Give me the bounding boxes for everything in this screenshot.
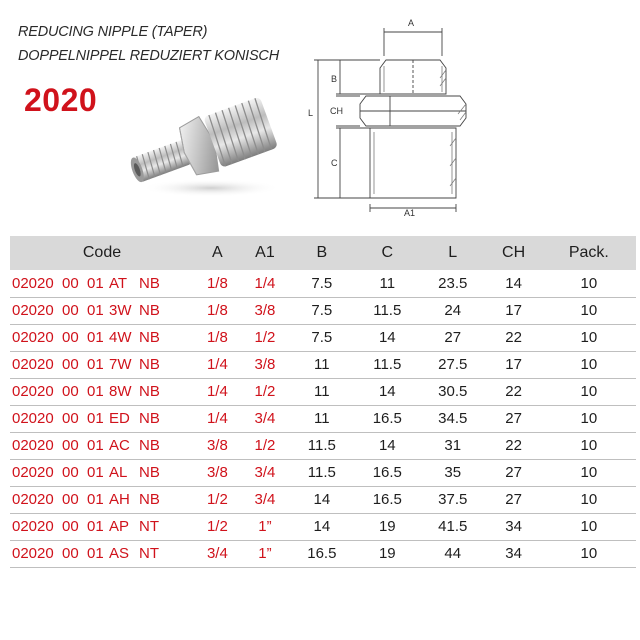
cell-a: 1/2: [206, 518, 228, 535]
cell-ch: 22: [505, 437, 522, 454]
code-part: 02020: [12, 464, 54, 481]
cell-a: 1/8: [206, 302, 228, 319]
cell-c: 14: [378, 383, 396, 400]
cell-c: 16.5: [372, 410, 402, 427]
cell-b: 11.5: [307, 437, 336, 454]
cell-b: 16.5: [307, 545, 337, 562]
dim-label-a1: A1: [404, 208, 416, 218]
table-row: [10, 540, 636, 567]
cell-ch: 14: [505, 274, 522, 292]
table-row: [10, 405, 636, 432]
cell-pack: 10: [580, 302, 598, 319]
cell-code: [10, 513, 194, 540]
code-part: 02020: [12, 410, 54, 427]
cell-code: [10, 540, 194, 567]
code-part: NB: [139, 491, 160, 508]
code-part: 7W: [109, 356, 132, 373]
cell-ch: 22: [505, 383, 522, 400]
cell-code: [10, 270, 194, 297]
code-part: 00: [62, 518, 79, 535]
code-part: 00: [62, 383, 79, 400]
cell-l: 23.5: [438, 274, 468, 292]
cell-code: [10, 351, 194, 378]
cell-a1: 1”: [258, 518, 272, 535]
cell-a1: 3/4: [254, 410, 276, 427]
cell-a1: 3/4: [254, 491, 276, 508]
cell-b: 7.5: [311, 302, 333, 319]
cell-a1: 1”: [258, 545, 272, 562]
cell-b: 11: [314, 356, 330, 373]
cell-ch: 27: [505, 491, 522, 508]
code-part: 00: [62, 274, 79, 292]
cell-l: 41.5: [438, 518, 468, 535]
cell-c: 16.5: [372, 464, 402, 481]
cell-a: 1/8: [206, 274, 228, 292]
code-part: AC: [109, 437, 130, 454]
cell-l: 30.5: [438, 383, 468, 400]
cell-ch: 34: [505, 518, 522, 535]
table-row: [10, 270, 636, 297]
code-part: 00: [62, 464, 79, 481]
code-part: 3W: [109, 302, 132, 319]
cell-a1: 1/2: [254, 329, 276, 346]
cell-a: 1/4: [206, 410, 228, 427]
code-part: ED: [109, 410, 130, 427]
cell-ch: 34: [505, 545, 522, 562]
code-part: NT: [139, 518, 159, 535]
table-row: [10, 324, 636, 351]
table-row: [10, 378, 636, 405]
col-header-a: A: [212, 244, 223, 261]
code-part: 01: [87, 383, 104, 400]
code-part: 8W: [109, 383, 132, 400]
code-part: 02020: [12, 302, 54, 319]
cell-l: 27.5: [438, 356, 468, 373]
cell-a1: 3/8: [254, 302, 276, 319]
code-part: AP: [109, 518, 130, 535]
cell-c: 11.5: [373, 302, 402, 319]
code-part: NB: [139, 302, 160, 319]
cell-a1: 3/4: [254, 464, 276, 481]
cell-pack: 10: [580, 383, 598, 400]
table-row: [10, 459, 636, 486]
code-part: 01: [87, 437, 104, 454]
table-row: [10, 351, 636, 378]
cell-pack: 10: [580, 329, 598, 346]
table-row: [10, 486, 636, 513]
cell-code: [10, 405, 194, 432]
dim-label-a: A: [408, 18, 415, 28]
cell-a: 3/4: [206, 545, 228, 562]
code-part: 00: [62, 410, 79, 427]
table-row: [10, 297, 636, 324]
code-part: 02020: [12, 356, 54, 373]
cell-l: 24: [444, 302, 462, 319]
code-part: NB: [139, 464, 160, 481]
code-part: 01: [87, 491, 104, 508]
code-part: 00: [62, 437, 79, 454]
cell-a: 1/4: [206, 356, 228, 373]
cell-a: 1/2: [206, 491, 228, 508]
cell-b: 7.5: [311, 274, 333, 292]
code-part: 00: [62, 491, 79, 508]
cell-ch: 27: [505, 410, 522, 427]
code-part: 01: [87, 356, 104, 373]
cell-c: 19: [378, 518, 396, 535]
code-part: AT: [109, 274, 128, 292]
code-part: 02020: [12, 545, 54, 562]
cell-pack: 10: [580, 518, 598, 535]
code-part: AH: [109, 491, 130, 508]
product-photo: [126, 88, 286, 200]
code-part: 02020: [12, 329, 54, 346]
col-header-code: Code: [82, 244, 122, 261]
code-part: 01: [87, 302, 104, 319]
cell-pack: 10: [580, 274, 598, 292]
col-header-c: C: [381, 244, 394, 261]
cell-pack: 10: [580, 410, 598, 427]
cell-code: [10, 378, 194, 405]
code-part: NT: [139, 545, 159, 562]
cell-pack: 10: [580, 545, 598, 562]
code-part: 02020: [12, 383, 54, 400]
cell-ch: 22: [505, 329, 522, 346]
cell-l: 31: [444, 437, 462, 454]
col-header-ch: CH: [502, 244, 526, 261]
subtitle-english: REDUCING NIPPLE (TAPER): [18, 24, 208, 40]
code-part: NB: [139, 356, 160, 373]
cell-c: 14: [378, 437, 396, 454]
dim-label-l: L: [308, 108, 314, 118]
code-part: 01: [87, 518, 104, 535]
code-part: 00: [62, 545, 79, 562]
cell-code: [10, 297, 194, 324]
dimension-table: [10, 236, 636, 568]
cell-c: 16.5: [372, 491, 402, 508]
cell-b: 7.5: [311, 329, 333, 346]
code-part: 00: [62, 329, 79, 346]
code-part: 02020: [12, 274, 54, 292]
col-header-b: B: [316, 244, 328, 261]
code-part: 01: [87, 274, 104, 292]
code-part: 01: [87, 329, 104, 346]
code-part: 01: [87, 410, 104, 427]
col-header-pack: Pack.: [568, 244, 609, 261]
subtitle-german: DOPPELNIPPEL REDUZIERT KONISCH: [18, 48, 279, 64]
cell-c: 14: [378, 329, 396, 346]
cell-l: 35: [444, 464, 462, 481]
code-part: AS: [109, 545, 130, 562]
technical-drawing: [300, 8, 480, 218]
cell-ch: 27: [505, 464, 522, 481]
cell-b: 14: [313, 491, 331, 508]
code-part: 01: [87, 464, 104, 481]
cell-l: 44: [444, 545, 462, 562]
code-part: 01: [87, 545, 104, 562]
dim-label-b: B: [331, 74, 338, 84]
code-part: 00: [62, 302, 79, 319]
cell-b: 11: [314, 410, 330, 427]
cell-ch: 17: [505, 302, 522, 319]
cell-l: 37.5: [438, 491, 468, 508]
cell-c: 11.5: [373, 356, 402, 373]
code-part: NB: [139, 274, 160, 292]
table-row: [10, 432, 636, 459]
cell-pack: 10: [580, 491, 598, 508]
cell-b: 11: [314, 383, 330, 400]
cell-a1: 1/4: [254, 274, 276, 292]
cell-a1: 1/2: [254, 437, 276, 454]
code-part: NB: [139, 383, 160, 400]
cell-a: 3/8: [206, 437, 228, 454]
code-part: NB: [139, 437, 160, 454]
code-part: 00: [62, 356, 79, 373]
col-header-l: L: [448, 244, 458, 261]
cell-code: [10, 324, 194, 351]
cell-c: 19: [378, 545, 396, 562]
cell-pack: 10: [580, 464, 598, 481]
cell-a: 3/8: [206, 464, 228, 481]
cell-l: 34.5: [438, 410, 468, 427]
col-header-a1: A1: [255, 244, 275, 261]
code-part: 02020: [12, 491, 54, 508]
code-part: NB: [139, 410, 160, 427]
table-header-row: [10, 236, 636, 270]
dim-label-c: C: [331, 158, 338, 168]
model-number: 2020: [24, 82, 98, 118]
code-part: 02020: [12, 518, 54, 535]
cell-b: 14: [313, 518, 331, 535]
cell-pack: 10: [580, 356, 598, 373]
table-row: [10, 513, 636, 540]
cell-a1: 1/2: [254, 383, 276, 400]
cell-pack: 10: [580, 437, 598, 454]
table-body: [10, 270, 636, 567]
cell-c: 11: [379, 274, 396, 292]
dim-label-ch: CH: [330, 106, 343, 116]
cell-a1: 3/8: [254, 356, 276, 373]
cell-code: [10, 459, 194, 486]
cell-a: 1/8: [206, 329, 228, 346]
cell-ch: 17: [505, 356, 522, 373]
code-part: AL: [109, 464, 128, 481]
code-part: 4W: [109, 329, 132, 346]
cell-l: 27: [444, 329, 462, 346]
cell-code: [10, 432, 194, 459]
cell-b: 11.5: [307, 464, 336, 481]
cell-a: 1/4: [206, 383, 228, 400]
code-part: 02020: [12, 437, 54, 454]
cell-code: [10, 486, 194, 513]
code-part: NB: [139, 329, 160, 346]
